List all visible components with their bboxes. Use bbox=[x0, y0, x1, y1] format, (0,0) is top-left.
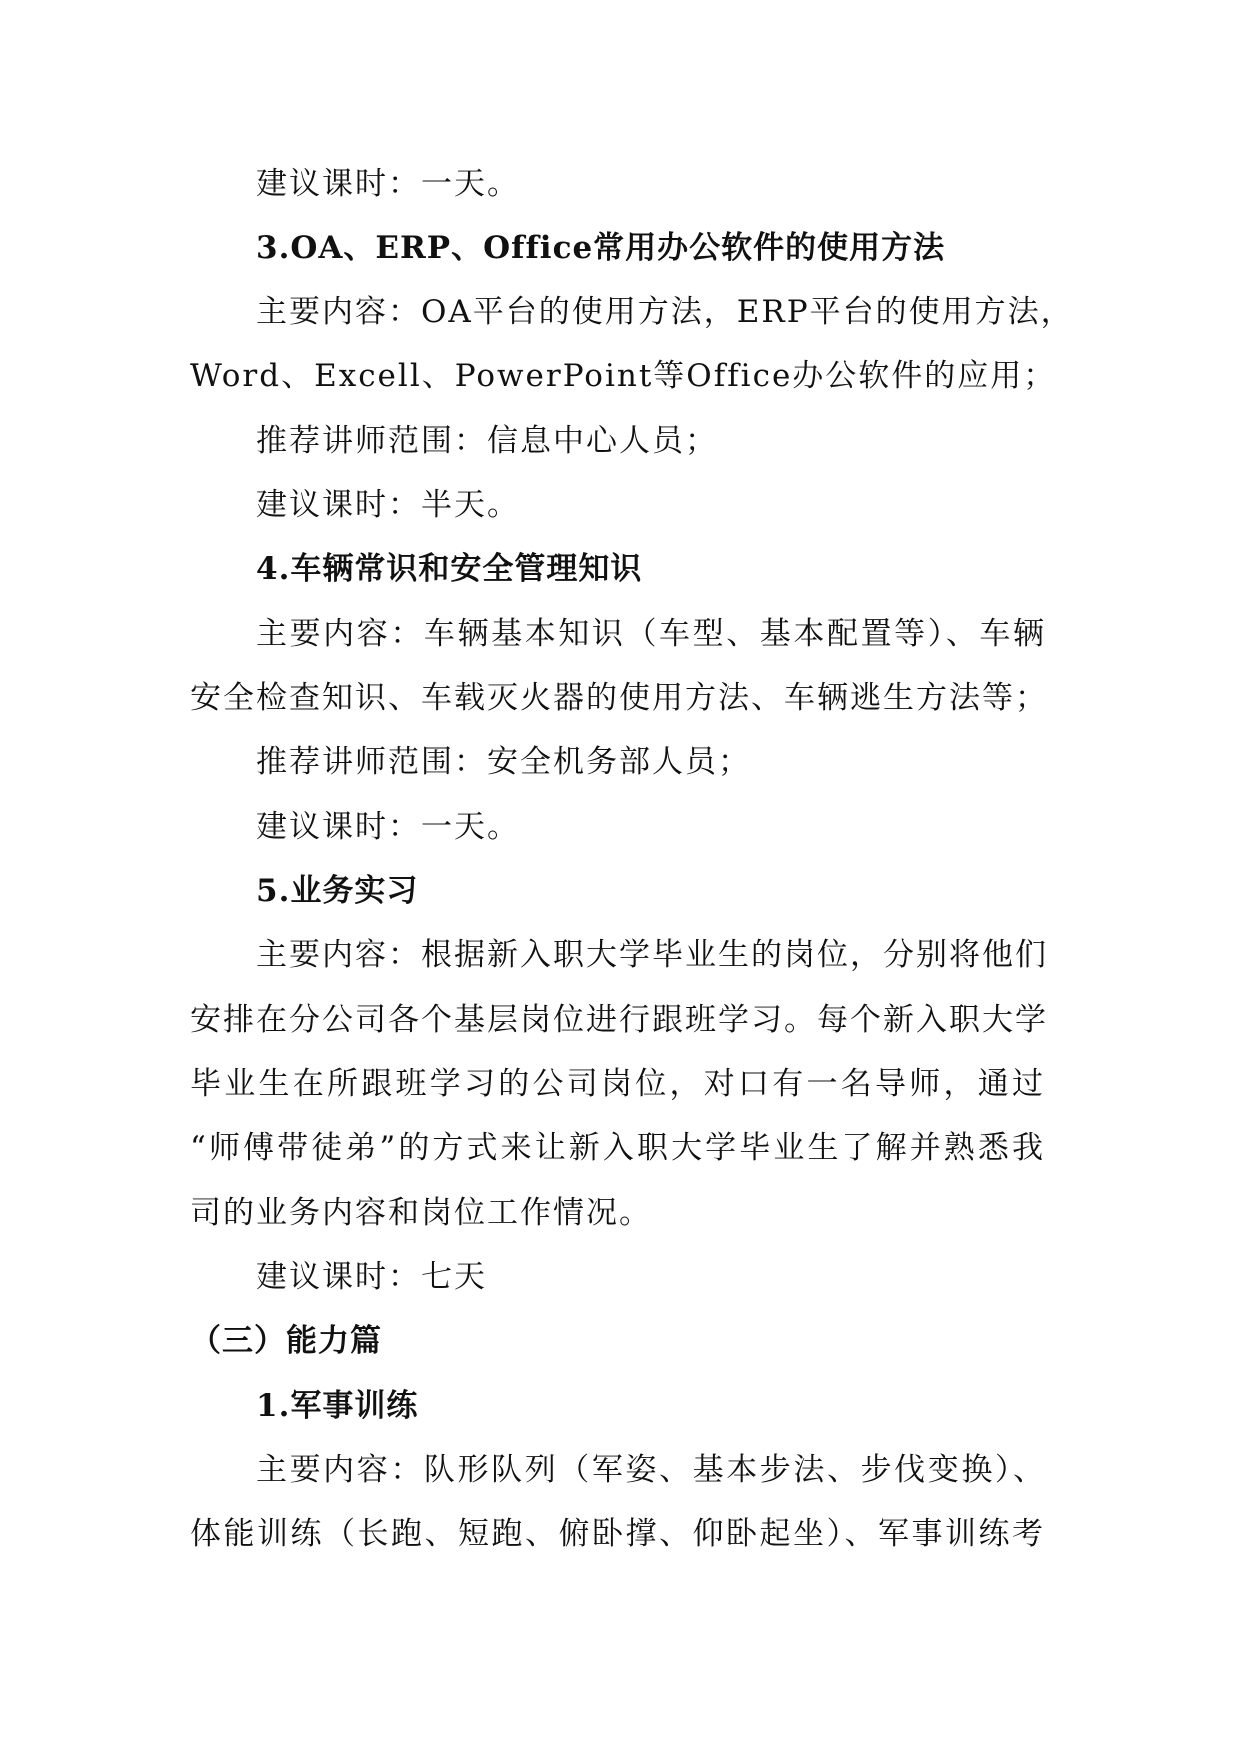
course-hours-line: 建议课时：七天 bbox=[256, 1259, 487, 1295]
main-content-line: 毕业生在所跟班学习的公司岗位，对口有一名导师，通过 bbox=[190, 1066, 1045, 1102]
instructor-scope-line: 推荐讲师范围：安全机务部人员； bbox=[256, 744, 751, 780]
section-heading-military-training: 1.军事训练 bbox=[256, 1388, 419, 1424]
main-content-line: 主要内容：队形队列（军姿、基本步法、步伐变换）、 bbox=[256, 1452, 1046, 1488]
course-hours-line: 建议课时：半天。 bbox=[256, 487, 520, 523]
main-content-line: Word、Excell、PowerPoint等Office办公软件的应用； bbox=[190, 358, 1057, 394]
main-content-line: 司的业务内容和岗位工作情况。 bbox=[190, 1195, 652, 1231]
section-heading-office-software: 3.OA、ERP、Office常用办公软件的使用方法 bbox=[256, 230, 946, 266]
main-content-line: 主要内容：根据新入职大学毕业生的岗位，分别将他们 bbox=[256, 937, 1048, 973]
main-content-line: 体能训练（长跑、短跑、俯卧撑、仰卧起坐）、军事训练考 bbox=[190, 1516, 1045, 1552]
section-heading-internship: 5.业务实习 bbox=[256, 873, 419, 909]
course-hours-line: 建议课时：一天。 bbox=[256, 166, 520, 202]
main-content-line: 主要内容：OA平台的使用方法，ERP平台的使用方法， bbox=[256, 294, 1074, 330]
chapter-heading-ability: （三）能力篇 bbox=[190, 1323, 382, 1359]
course-hours-line: 建议课时：一天。 bbox=[256, 809, 520, 845]
main-content-line: 安排在分公司各个基层岗位进行跟班学习。每个新入职大学 bbox=[190, 1002, 1048, 1038]
instructor-scope-line: 推荐讲师范围：信息中心人员； bbox=[256, 423, 718, 459]
main-content-line: “师傅带徒弟”的方式来让新入职大学毕业生了解并熟悉我 bbox=[190, 1130, 1045, 1166]
main-content-line: 安全检查知识、车载灭火器的使用方法、车辆逃生方法等； bbox=[190, 680, 1048, 716]
section-heading-vehicle-safety: 4.车辆常识和安全管理知识 bbox=[256, 551, 643, 587]
main-content-line: 主要内容：车辆基本知识（车型、基本配置等）、车辆 bbox=[256, 616, 1046, 652]
